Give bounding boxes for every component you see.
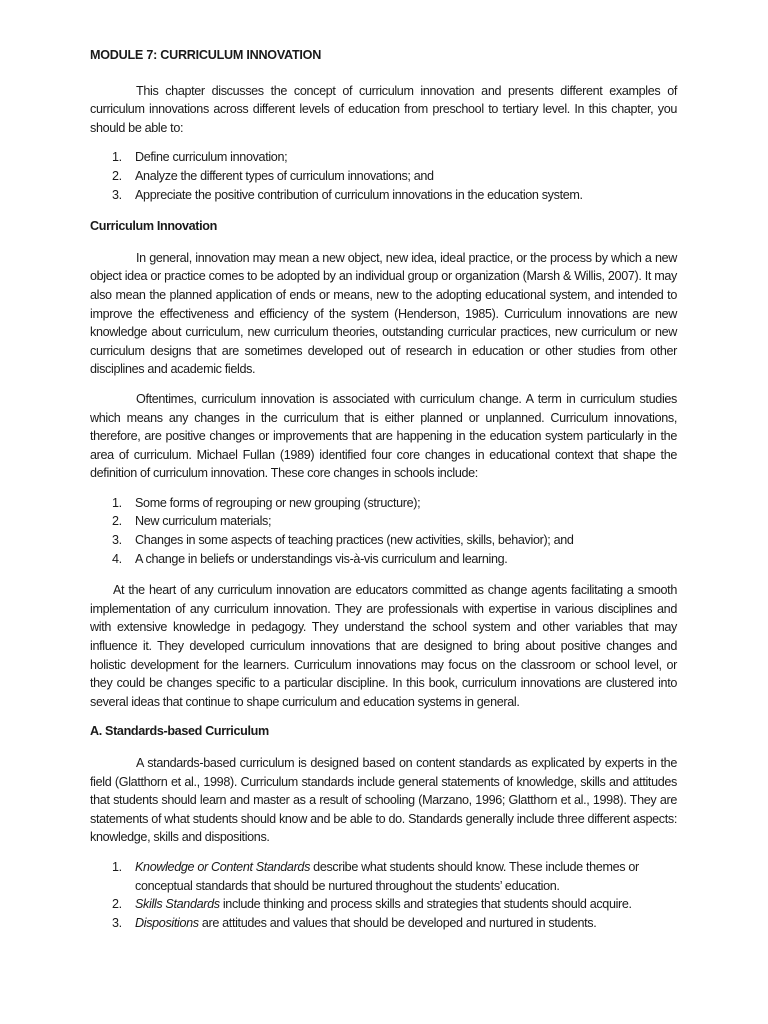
core-changes-list — [90, 494, 677, 568]
standards-aspects-list — [90, 858, 677, 932]
list-item: 2. New curriculum materials; — [112, 514, 272, 529]
paragraph: Oftentimes, curriculum innovation is associated with curriculum change. A term in curriculum studies which means any changes in the curriculum that is either planned or unplanned. Curriculum innovations, therefore, are positive changes or improvements that are happening in the education system particularly in the area of curriculum. Michael Fullan (1989) identified four core changes in educational context that shape the definition of curriculum innovation. These core changes in schools include: — [90, 391, 677, 481]
paragraph: In general, innovation may mean a new object, new idea, ideal practice, or the process by which a new object idea or practice comes to be adopted by an individual group or organization (Marsh & Willis, 2007). It may also mean the planned application of ends or means, new to the adopting educational system, and intended to improve the effectiveness and efficiency of the system (Henderson, 1985). Curriculum innovations are new knowledge about curriculum, new curriculum theories, outstanding curricular practices, new curriculum or new curriculum designs that are sometimes developed out of research in education or other studies from other disciplines and academic fields. — [90, 250, 677, 377]
list-item: 3. Appreciate the positive contribution of curriculum innovations in the education system. — [112, 187, 583, 202]
section-heading-standards-based: A. Standards-based Curriculum — [90, 724, 269, 739]
list-item: 4. A change in beliefs or understandings vis-à-vis curriculum and learning. — [112, 551, 508, 566]
section-heading-curriculum-innovation: Curriculum Innovation — [90, 219, 217, 234]
intro-paragraph: This chapter discusses the concept of curriculum innovation and presents different examples of curriculum innovations across different levels of education from preschool to tertiary level. In this chapter, you should be able to: — [90, 83, 677, 135]
list-item: 3. Dispositions are attitudes and values that should be developed and nurtured in students. — [112, 915, 597, 930]
list-item: 3. Changes in some aspects of teaching practices (new activities, skills, behavior); and — [112, 533, 574, 548]
paragraph: At the heart of any curriculum innovation are educators committed as change agents facilitating a smooth implementation of any curriculum innovation. They are professionals with expertise in various disciplines and with extensive knowledge in pedagogy. They understand the school system and other variables that may influence it. They developed curriculum innovations that are designed to bring about positive changes and holistic development for the learners. Curriculum innovations may focus on the classroom or school level, or they could be changes specific to a particular discipline. In this book, curriculum innovations are clustered into several ideas that continue to shape curriculum and education systems in general. — [90, 583, 677, 709]
list-item: 1. Some forms of regrouping or new grouping (structure); — [112, 495, 421, 510]
list-item: 2. Analyze the different types of curriculum innovations; and — [112, 168, 434, 183]
list-item: 2. Skills Standards include thinking and process skills and strategies that students should acquire. — [112, 897, 632, 912]
list-item: 1. Define curriculum innovation; — [112, 150, 288, 165]
objectives-list — [90, 148, 677, 204]
list-item: 1. Knowledge or Content Standards describe what students should know. These include themes or conceptual standards that should be nurtured throughout the students’ education. — [112, 859, 639, 893]
module-title: MODULE 7: CURRICULUM INNOVATION — [90, 48, 322, 62]
paragraph: A standards-based curriculum is designed based on content standards as explicated by experts in the field (Glatthorn et al., 1998). Curriculum standards include general statements of knowledge, skills and attitudes that students should learn and master as a result of schooling (Marzano, 1996; Glatthorn et al., 1998). They are statements of what students should know and be able to do. Standards generally include three different aspects: knowledge, skills and dispositions. — [90, 756, 677, 845]
